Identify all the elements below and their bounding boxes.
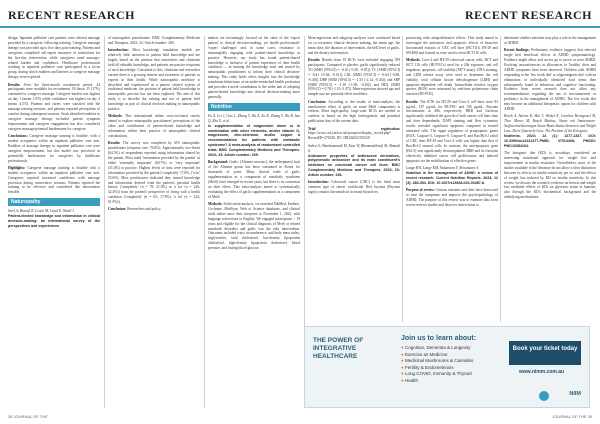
text-column-4 [308,36,400,322]
paragraph [406,58,498,97]
paragraph [406,100,498,164]
paragraph-label: Purpose of review: [406,187,435,192]
ad-topic-list [401,335,501,384]
paragraph [504,48,596,112]
text-column-5 [406,36,498,322]
paragraph-text: According to the results of meta-analysis, the ameliorative effect of garlic on some MetS components is evident. More high-quality, large-scale RCTs are needed to confirm or based on the high heterogeneity and potential publication bias of the current data. [308,99,400,124]
reference-authors: Steel A, Bransfi E, Leach M, Lloyd E, Wardl J. [8,209,75,214]
paragraph-label: Methods: [406,58,421,63]
ad-topic-label: Medicinal Mushrooms & Cannabis [404,358,474,363]
reference [504,114,596,148]
text-column-2 [108,36,200,408]
bullet-icon: ● [401,364,405,370]
text-column-1 [8,36,100,408]
column-divider [500,36,501,322]
bullet-icon: ● [401,351,405,357]
ad-topic-label: Cognition, Dementia & Longevity [404,345,471,350]
paragraph [308,100,400,125]
reference [208,114,300,158]
paragraph [406,188,498,208]
ad-topic-item [401,378,501,385]
paragraph-text: Goals: [Aliment nervous], the underpinned fruit of the Aliment genus has been consumed in Korea for thousands of years. Many clinical trials of garlic supplementation as a component of metabolic syndrome (MetS) have emerged in recent years, but there is no consensus on their effect. This meta-analysis aimed to systematically evaluating the effect of garlic supplementation as a component of MetS. [208,160,300,199]
section-heading-naturopathy: Naturopathy [8,198,100,206]
reference-authors: Fu Z, Lei J, Gao L, Zhang Y, Shi Z, Xu K, Zhang Y, Wu B, Sun Q, Zhu X, et al. [208,113,300,123]
paragraph: makers are increasingly focused on the value of the 'expert patient' in clinical decision-making, yet health professionals' 'expert challenges' and, in some cases, resistance to meaningfully engaging with patient-shared knowledge in practice. However, our study has found patient-shared knowledge is inclusive of patient experience of their health condition — in running the knowledge used and trusted by naturopathic practitioners to inform their clinical decision-making. This study holds offers insights into the knowledge translation behaviours of an under-researched health profession and provides a novel contribution to the wider aim of adopting patient-shared knowledge into clinical decision-making more generally. [208,36,300,99]
paragraph-text: This international online cross-sectional survey aimed to explore naturopathic practitioners' perceptions of the value and contribution of patient-shared knowledge and information within their practice of naturopathic clinical consultations. [108,114,200,138]
paragraph: The ketogenic diet (KD) is, nowadays, considered an interesting nutritional approach for weight loss and improvement in insulin resistance. Nevertheless, most of the studies available in the literature do not allow a clear distinction between its effects on insulin sensitivity per se, and the effects of weight loss induced by KD on insulin sensitivity. In this review, we discuss the scientific evidence on ketosis and weight loss mediated effects of KDs on glycemic status in humans, also through the KD's biochemical background and the underlying mechanisms. [504,151,596,200]
paragraph: Meta-regression and subgroup analyses were conducted based on co-covariates clinical decision making, the mean age, the mean dose, the duration of intervention, the bell level of garlic, and the dietary intervention. [308,36,400,55]
paragraph-text: Caregiver massage training is feasible with a modest acceptance within an inpatient palliative care unit. Caregivers reported increased confidence with massage provision during consecutive sessions. Patients reported the training to be effective and considered this intervention feasible. [8,165,100,195]
column-divider [104,36,105,408]
bullet-icon: ● [401,377,405,383]
section-title-right: RECENT RESEARCH [465,8,592,22]
paragraph [8,83,100,132]
page-header [0,0,600,28]
ad-topic-label: Long COVID, Immunity & Thyroid [404,371,472,376]
ad-topic-label: Exercise as Medicine [404,351,448,357]
paragraph [8,166,100,195]
paragraph-label: Conclusion: [308,99,327,104]
paragraph [208,202,300,251]
paragraph-label: Background: [208,160,229,165]
bullet-icon: ● [401,371,405,376]
reference-authors: Sabra A, Almohammadi M, Essa W, Bhoumaskhrafi M, Ahmadi S. [308,143,400,153]
paragraph [108,114,200,139]
paragraph-text: Caco-2 and HT-29 colorectal cancer cells, HCT and HCT 116 cells (HUVECs) used for a 24h exposure, and cell migration, apoptosis, cell viability (MTT assay), DNA staining, and LDH release assay were used to determine the cell viability, total cellular lactate dehydrogenase (LDH) and apoptosis-dependent cell death. Intracellular reactive oxygen species (ROS) were measured by real-time polymerase chain reaction (RT-PCR). [406,58,498,97]
section-title-left: RECENT RESEARCH [8,8,135,22]
paragraph [308,58,400,97]
paragraph [108,141,200,205]
reference-authors: Roeck A, Ahrens K, Mai T, Winkel E, Caroline Henrgessel M, Theo Marco M, Busyh Mattias, Sieme mit Aminosaure-Stoffwechselstorungen Saure-Basis-Status-Sensoren und Weight Loss. Hierr Quarterly Loss: The Position of the Ketogenic [504,114,596,134]
footer-left: 38 JOURNAL OF THE [8,414,48,419]
paragraph-label: Conclusion: [108,207,127,212]
paragraph-label: Highlights: [8,165,26,170]
paragraph-text: Over the three-month recruitment period, 44 participants were available for recruitment. Of those, 15 (17%) consented to caregiver massage. Caregiver burden was highest on day 1 (mean 1.9/5) while confidence was highest on day 4 (mean 4.5/5). Patients and carers were satisfied with the massage training sessions, and patients reported perceptions of comfort during subsequent sessions. Sixth identified enablers to caregiver massage therapy included patient symptom improvement and caregiver engagement but also considered caregiver massage potential burdensome for caregiver. [8,82,100,131]
paragraph-label: Results: [406,99,419,104]
reference-title: Nutrition in the management of ADHD: a review of recent research. Current Nutrition Reports. 2023; 12 (3): 383-394. DOI: 10.1007/s13668-023-00487-8. [406,170,498,185]
book-ticket-button[interactable]: Book your ticket today [509,341,581,365]
paragraph: determine whether nutrition may play a role in the management of ADHD. [504,36,596,45]
paragraph-label: Conclusions: [8,134,28,138]
bullet-icon: ● [401,345,405,350]
text-column-3 [208,36,300,408]
paragraph-text: Preliminary evidence suggests that selected single kew beneficial effects in ADHD symptomatology. Evidence might allow and access go to prove or treat ADHD. Evolving inconsistencies in allowances in 'healthy' diets and ADHD symptoms have been observed. Children with ADHD responding to the 'few foods diet' or oligoantigenic diet' with an elimination of individually identified food items then subsequently found in behaviour and cognitive functioning. Evidence from recent research does not allow any recommendations regarding the use of micronutrients or probiotics in the management of ADHD. The few foods diet may become an additional therapeutic option for children with ADHD. [504,48,596,112]
paragraph-label: Results: [108,141,121,146]
paragraph-text: Results from 19 RCTs were included engaging 599 participants. Compared to placebo, garlic significantly reduced TG [SMD (95%CI) = -0.16 (-0.28, -0.05)]; TC [SMD (95%CI) = -0.41 (-0.64, -0.01)], LDL [SMD (95%CI) = -0.64 (-0.88, -0.40)], DBP [SMD (95%CI) = -1.55 (-2.14, -0.43)]; and SBP [SMD (95%CI) = -1.18 (-1.96, -0.20)]; and HDL [SMD (95%CI) = 0.78 (-1.19, 0.47)]. Meta-regression showed age and sample size are potential effect modifiers. [308,58,400,97]
column-divider [402,36,403,322]
paragraph [108,207,200,212]
paragraph [108,48,200,112]
ad-topic-label: Fertility & Endometriosis [404,364,454,370]
reference-title: Anticancer properties of anthracene derivatives, polyphenolic anticancer and its main constituent's inhibitors on colorectal cancer cell lines. BMC Complementary Medicine and Therapies. 2023; 23: Article number: 236. [308,153,400,178]
paragraph-label: Methods: [208,201,223,206]
paragraph-text: The IC50 for HT-29 and Caco-2 cell lines were 93 µg/mL, 187 µg/mL for HUVEC and 136 µg/mL. Bryonia fractionation at 48h, respectively. BRB and fractions significantly inhibited the growth of both cancer cell lines time and dose dependently. DAPI staining and flow cytometry results revealed significant apoptosis compared to treated untreated cells. The upper regulation of proapoptotic genes (BAX, Caspase-3, Caspase-9, Caspase-8, and Bax/Bcl-2 ratio) of CRC lines HT-29 and Caco-2 cells was higher than that of Bax/Bcl-2 normal cells. In contrast, the anti-apoptosis gene (Bcl-2) was significantly downregulated. BRB and its fractions effectively inhibited cancer cell proliferation and induced apoptosis via the mobilization of effective genes. [406,99,498,163]
text-column-6 [504,36,596,322]
ad-website-link[interactable]: www.nimm.com.au [519,369,565,375]
page-footer [0,410,600,424]
paragraph [308,127,400,142]
reference [406,166,498,186]
paragraph-label: Introduction: [308,180,329,185]
paragraph-label: Methods: [108,114,123,119]
niim-logo-icon [539,391,549,401]
advertisement-banner[interactable] [304,326,590,408]
paragraph: of naturopathic practitioners. BMC Complementary Medicine and Therapies. 2023; 23: Article number: 269. [108,36,200,45]
reference-title: Nutrients. 2023; 14 (1): 1377-1337. DOI: 10.3390/nu14141377-PMID: 37513408; PMCID: PMC10384104. [504,134,596,148]
bullet-icon: ● [401,358,405,363]
footer-right: JOURNAL OF THE 39 [552,414,592,419]
reference [308,144,400,178]
paragraph [208,160,300,199]
reference-title: Is supplementation of magnesium alone or in combination with other elements, and/or vitamin D, magnesium, zinc-selenium, and/or copper a recommendation for patients with metabolic syndrome? A meta-analysis of randomized controlled trials. BMC Complementary Medicine and Therapies. 2023; 23: Article number: 269. [208,123,300,158]
reference-authors: Lange KW, Lange KM, Nakamura Y, Reissmann A. [406,165,479,170]
paragraph-text: Researchers and policy [127,207,161,212]
paragraph [308,180,400,195]
paragraph-label: Introduction: [108,48,129,53]
paragraph-label: Trial registration: [308,126,400,131]
paragraph-text: https://www.crd.york.ac.uk/prospero/display_record.php?RecordID=376328, ID: CRD42022376328 [308,131,391,141]
reference [8,209,100,229]
ad-logo-text: NIIM [569,391,581,397]
paragraph-label: Results: [308,58,321,63]
reference-title: Patient-elected knowledge and information in clinical decision-making: an international survey of the perspectives and experiences [8,214,100,228]
paragraph-label: Recent findings: [504,48,530,53]
paragraph-text: Various nutrients and diets have been used to treat the symptoms and improve the psychopathology of ADHD. The purpose of this review was to examine data from recent reviews studies and discover intervention to [406,187,498,207]
ad-topic-label: Health [404,377,418,383]
paragraph [8,134,100,163]
paragraph-text: Colorectal cancer (CRC) is the third most common type of cancer worldwide. Red bryonia (Bryonia nigra) contains flavonoids in its many bioactives, [308,180,400,195]
paragraph: design. Inpatient palliative care patients were offered massage provided by a caregiver, following training. Caregiver massage therapy was provided up to five days post-training. Patients and caregivers completed self-report measures of satisfaction for the five-day intervention, while caregivers rated massage-related burden and confidence. Healthcare professionals working in inpatient palliative care participated in a focus group, during which enablers and barriers to caregiver massage therapy were explored. [8,36,100,80]
paragraph-label: Results: [8,82,21,87]
paragraph: possessing wide antiproliferative effects. This study aimed to investigate the anticancer and apoptotic effects of bioactive fractionated extracts of CRC cell lines (HCT116, HT-29 and SW480) and formed as were used to treat HCT116 cells. [406,36,498,55]
paragraph-text: Most knowledge translation models are relatively little attention to patient held knowledge and are largely based on the premise that researchers and clinicians hold all valuable knowledge, and patients are passive recipients of such knowledge. Consistent to this, clinicians and researcher current there is a growing interest and awareness of patients as experts in their health. While naturopathic medicine is described and experienced as a patient centred system of traditional medicine, the position of patient held knowledge in naturopathic practice has not been explored. The aim of this study is to describe the valuing and use of patient held knowledge as part of clinical decision making in naturopathic practice. [108,48,200,112]
paragraph-text: Caregiver massage training is feasible, with a modest acceptance within an inpatient palliative care unit. Enablers of massage therapy in inpatient palliative care were caregiver empowerment, but this model was perceived as potentially burdensome for caregivers by healthcare professionals. [8,134,100,163]
ad-heading: Join us to learn about: [401,335,477,342]
ad-brand-text: THE POWER OF INTEGRATIVE HEALTHCARE [313,337,364,360]
column-divider [204,36,205,408]
paragraph-text: The survey was completed by 693 naturopathic practitioners (response rate: 76.8%). Approximately two-thirds (64.5%) of respondents reported using information shared by the patient. Most rated 'information provided by the patient' as either 'extremely important' (60.7%) or 'very important' (31.4%) to practice. Highest levels of trust were reported for information provided by the patient ('completely' 17.8%, ('a lot' 55.6%). Most practitioners indicated they trusted knowledge and information derived from the patient's personal health history ('completely' (n = 79; 21.0%) or 'a lot' (n = 226; 42.4%)) from the patient's perspective of living with a health condition ('completely' (n = 65; 17.8%), 'a lot' (n = 224; 61.9%)). [108,141,200,205]
section-heading-nutrition: Nutrition [208,103,300,111]
paragraph-text: In this meta-analysis, we searched PubMed, Embase, Cochrane, MedSym, Web of Science databases, and clinical trials online since their inception to November 1, 2022, with language restrictions to English. We engaged participants > 18 years and eligible for the clinical diagnosis of MetS or related metabolic disorders and garlic was the only intervention. Outcomes included waist circumference, and body mass index, triglycerides, total cholesterol, low-density lipoprotein cholesterol, high-density lipoprotein cholesterol, blood pressure, and fasting blood glucose. [208,201,300,251]
